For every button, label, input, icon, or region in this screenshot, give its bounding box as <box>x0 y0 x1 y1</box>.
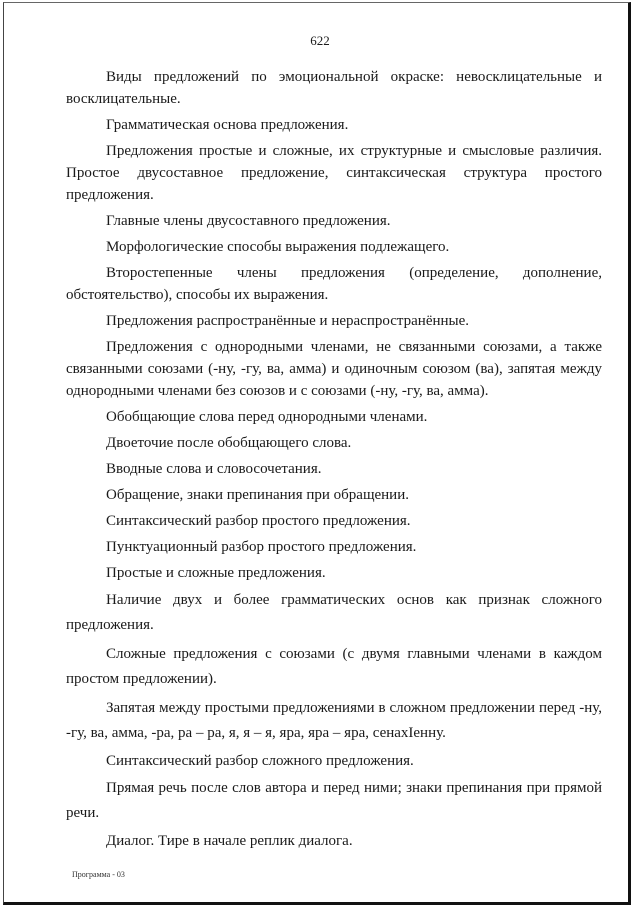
paragraph-16: Наличие двух и более грамматических основ как признак сложного предложения. <box>66 592 602 633</box>
paragraph-14: Пунктуационный разбор простого предложения. <box>106 539 417 555</box>
paragraph-9: Обобщающие слова перед однородными членами. <box>106 409 428 425</box>
paragraph-6: Второстепенные члены предложения (определение, дополнение, обстоятельство), способы их выражения. <box>66 265 602 303</box>
paragraph-13: Синтаксический разбор простого предложения. <box>106 513 411 529</box>
paragraph-12: Обращение, знаки препинания при обращении. <box>106 487 409 503</box>
paragraph-18: Запятая между простыми предложениями в сложном предложении перед -ну, -гу, ва, амма, -ра, ра – ра, я, я – я, яра, яра – яра, сенахIенну. <box>66 700 602 741</box>
paragraph-11: Вводные слова и словосочетания. <box>106 461 322 477</box>
paragraph-2: Грамматическая основа предложения. <box>106 117 349 133</box>
paragraph-10: Двоеточие после обобщающего слова. <box>106 435 352 451</box>
paragraph-3: Предложения простые и сложные, их структурные и смысловые различия. Простое двусоставное предложение, синтаксическая структура простого предложения. <box>66 143 602 203</box>
paragraph-5: Морфологические способы выражения подлежащего. <box>106 239 450 255</box>
paragraph-21: Диалог. Тире в начале реплик диалога. <box>106 833 353 849</box>
paragraph-17: Сложные предложения с союзами (с двумя главными членами в каждом простом предложении). <box>66 646 602 687</box>
document-body <box>66 66 602 856</box>
footer-program-label: Программа - 03 <box>72 870 125 879</box>
paragraph-7: Предложения распространённые и нераспространённые. <box>106 313 470 329</box>
paragraph-1: Виды предложений по эмоциональной окраске: невосклицательные и восклицательные. <box>66 69 602 107</box>
paragraph-20: Прямая речь после слов автора и перед ними; знаки препинания при прямой речи. <box>66 780 602 821</box>
page-number: 622 <box>310 33 330 48</box>
paragraph-19: Синтаксический разбор сложного предложения. <box>106 753 414 769</box>
paragraph-8: Предложения с однородными членами, не связанными союзами, а также связанными союзами (-ну, -гу, ва, амма) и одиночным союзом (ва), запятая между однородными членами без союзов и с союзами (-ну, -гу, ва, амма). <box>66 339 602 399</box>
paragraph-15: Простые и сложные предложения. <box>106 565 326 581</box>
paragraph-4: Главные члены двусоставного предложения. <box>106 213 391 229</box>
